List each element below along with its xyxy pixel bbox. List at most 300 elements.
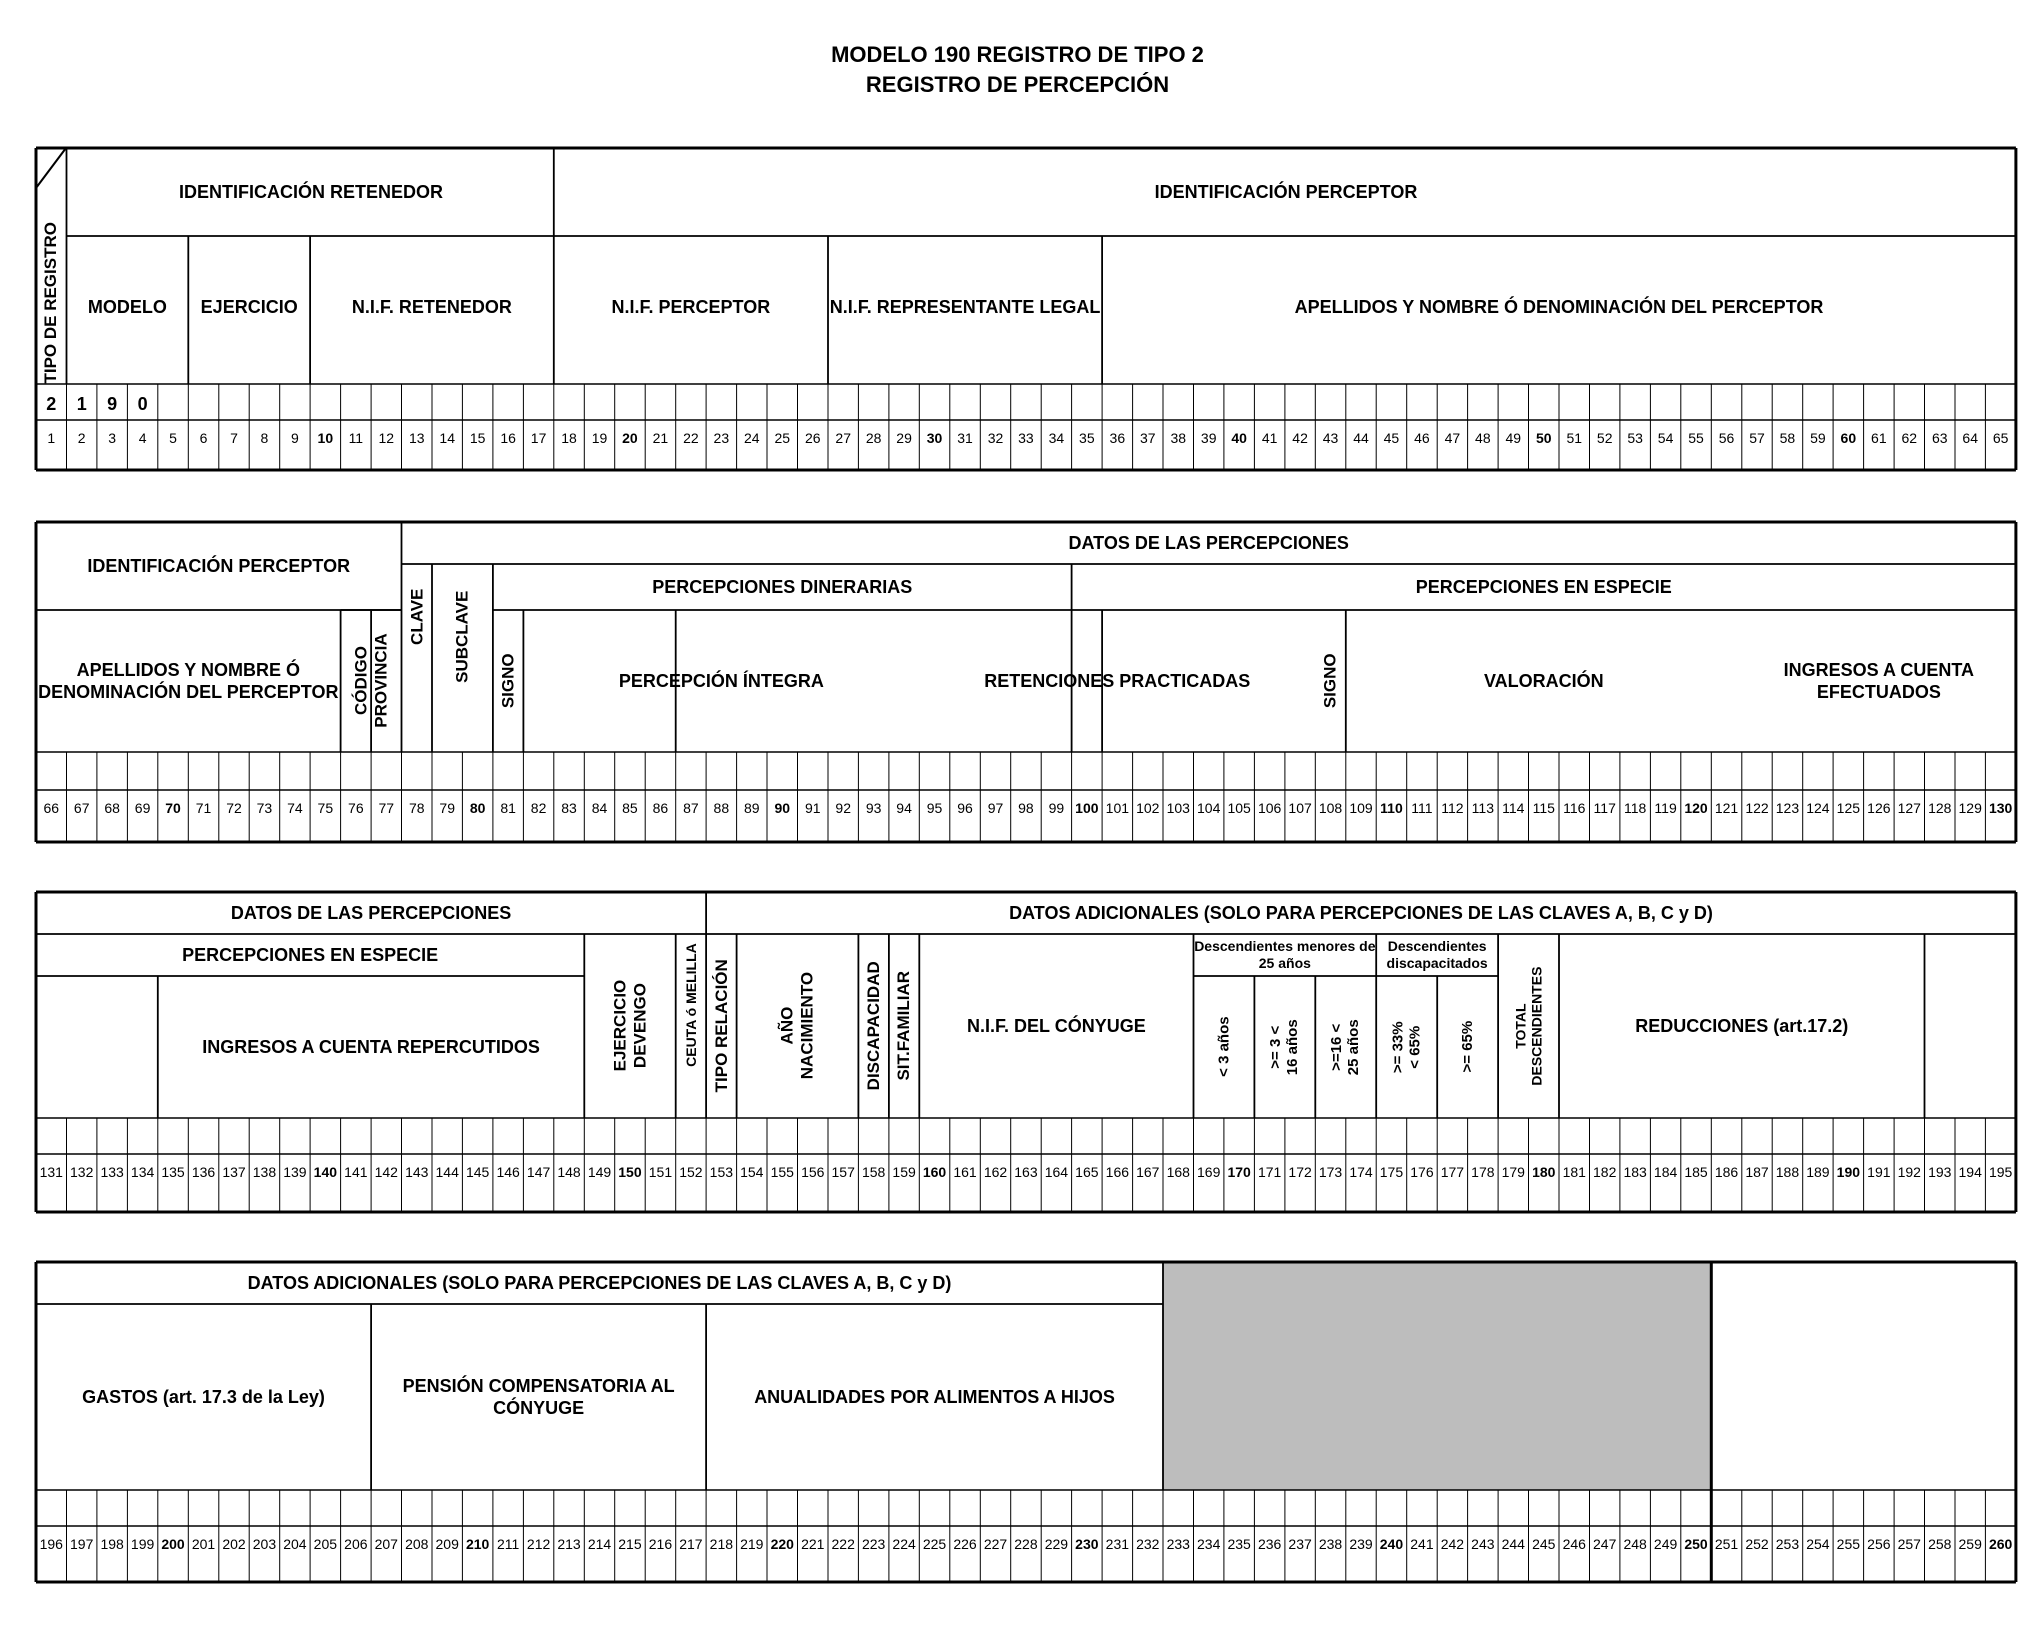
position-number: 121 [1714, 800, 1739, 816]
position-number: 241 [1410, 1536, 1434, 1552]
position-number: 200 [161, 1536, 185, 1552]
descendientes-menores-header: Descendientes menores de 25 años [1194, 937, 1376, 971]
position-number: 43 [1322, 430, 1339, 446]
valoracion-label: VALORACIÓN [1483, 670, 1604, 691]
position-number: 144 [435, 1164, 459, 1180]
position-number: 240 [1379, 1536, 1404, 1552]
position-number: 122 [1745, 800, 1769, 816]
position-number: 242 [1440, 1536, 1465, 1552]
section-positions-66-130 [36, 522, 2016, 842]
position-number: 167 [1136, 1164, 1160, 1180]
position-number: 168 [1166, 1164, 1190, 1180]
position-number: 69 [134, 800, 151, 816]
discapacidad-33-65-label: >= 33% < 65% [1389, 1021, 1424, 1073]
position-number: 211 [496, 1536, 520, 1552]
position-number: 252 [1745, 1536, 1769, 1552]
position-number: 140 [313, 1164, 338, 1180]
position-number: 46 [1414, 430, 1430, 446]
position-number: 33 [1018, 430, 1034, 446]
position-number: 27 [835, 430, 851, 446]
position-number: 61 [1871, 430, 1887, 446]
position-number: 88 [713, 800, 730, 816]
position-number: 188 [1775, 1164, 1800, 1180]
position-number: 237 [1288, 1536, 1312, 1552]
position-number: 234 [1197, 1536, 1221, 1552]
position-number: 98 [1018, 800, 1034, 816]
position-number: 32 [987, 430, 1004, 446]
discapacidad-65-label: >= 65% [1459, 1021, 1476, 1073]
ingresos-repercutidos-label: INGRESOS A CUENTA REPERCUTIDOS [202, 1036, 540, 1057]
position-number: 232 [1136, 1536, 1160, 1552]
sit-familiar-label: SIT.FAMILIAR [894, 971, 914, 1081]
position-number: 230 [1075, 1536, 1099, 1552]
position-number: 89 [744, 800, 760, 816]
position-number: 13 [408, 430, 425, 446]
position-number: 28 [865, 430, 882, 446]
ejercicio-devengo-label: EJERCICIO DEVENGO [610, 980, 649, 1072]
position-number: 139 [283, 1164, 307, 1180]
position-number: 107 [1288, 800, 1312, 816]
position-number: 41 [1261, 430, 1278, 446]
position-number: 238 [1318, 1536, 1343, 1552]
position-number: 207 [374, 1536, 398, 1552]
position-number: 201 [191, 1536, 216, 1552]
position-number: 148 [557, 1164, 581, 1180]
position-number: 127 [1897, 800, 1921, 816]
position-number: 226 [953, 1536, 977, 1552]
position-number: 60 [1840, 430, 1857, 446]
position-number: 225 [922, 1536, 947, 1552]
position-number: 194 [1958, 1164, 1982, 1180]
position-number: 15 [469, 430, 486, 446]
position-number: 42 [1292, 430, 1308, 446]
ident-retenedor-header: IDENTIFICACIÓN RETENEDOR [178, 181, 443, 202]
position-number: 151 [648, 1164, 673, 1180]
position-number: 172 [1288, 1164, 1312, 1180]
position-number: 1 [47, 430, 56, 446]
position-number: 45 [1383, 430, 1400, 446]
position-number: 70 [165, 800, 181, 816]
clave-label: CLAVE [406, 588, 426, 646]
position-number: 178 [1471, 1164, 1495, 1180]
position-number: 77 [378, 800, 395, 816]
position-number: 136 [191, 1164, 216, 1180]
position-number: 99 [1048, 800, 1065, 816]
position-number: 97 [987, 800, 1004, 816]
position-number: 138 [252, 1164, 277, 1180]
position-number: 219 [740, 1536, 764, 1552]
position-number: 142 [374, 1164, 398, 1180]
position-number: 11 [348, 430, 364, 446]
anualidades-label: ANUALIDADES POR ALIMENTOS A HIJOS [754, 1386, 1115, 1407]
position-number: 44 [1353, 430, 1369, 446]
position-number: 80 [469, 800, 486, 816]
position-number: 150 [618, 1164, 642, 1180]
position-number: 67 [73, 800, 90, 816]
position-number: 217 [679, 1536, 703, 1552]
position-number: 174 [1349, 1164, 1373, 1180]
section-positions-131-195 [36, 892, 2016, 1212]
position-number: 157 [831, 1164, 855, 1180]
position-number: 181 [1562, 1164, 1586, 1180]
subclave-label: SUBCLAVE [452, 590, 472, 684]
position-number: 175 [1379, 1164, 1404, 1180]
position-number: 29 [896, 430, 912, 446]
position-number: 51 [1566, 430, 1583, 446]
section-positions-196-260 [36, 1262, 2016, 1582]
position-number: 65 [1992, 430, 2009, 446]
position-number: 106 [1257, 800, 1282, 816]
position-number: 228 [1014, 1536, 1038, 1552]
position-number: 179 [1501, 1164, 1525, 1180]
position-number: 249 [1653, 1536, 1678, 1552]
position-number: 154 [740, 1164, 764, 1180]
position-number: 72 [226, 800, 242, 816]
position-number: 84 [591, 800, 608, 816]
ceuta-melilla-label: CEUTA ó MELILLA [682, 943, 699, 1067]
position-number: 243 [1471, 1536, 1495, 1552]
position-number: 93 [865, 800, 882, 816]
position-number: 21 [652, 430, 669, 446]
position-number: 3 [108, 430, 117, 446]
position-number: 171 [1257, 1164, 1282, 1180]
position-number: 110 [1380, 800, 1403, 816]
position-number: 55 [1688, 430, 1704, 446]
position-number: 118 [1623, 800, 1647, 816]
position-number: 16 [500, 430, 516, 446]
position-number: 204 [283, 1536, 307, 1552]
position-number: 38 [1170, 430, 1187, 446]
retenciones-label: RETENCIONES PRACTICADAS [984, 670, 1251, 691]
position-number: 31 [957, 430, 973, 446]
position-number: 153 [709, 1164, 734, 1180]
position-number: 191 [1867, 1164, 1891, 1180]
position-number: 239 [1349, 1536, 1373, 1552]
nif-perceptor-label: N.I.F. PERCEPTOR [611, 296, 771, 317]
ejercicio-label: EJERCICIO [200, 296, 298, 317]
position-number: 158 [861, 1164, 886, 1180]
position-number: 4 [138, 430, 147, 446]
position-number: 254 [1806, 1536, 1830, 1552]
position-number: 214 [587, 1536, 612, 1552]
pension-label: PENSIÓN COMPENSATORIA AL CÓNYUGE [402, 1375, 675, 1418]
position-number: 222 [831, 1536, 855, 1552]
position-number: 95 [926, 800, 943, 816]
position-number: 125 [1836, 800, 1861, 816]
position-number: 85 [622, 800, 638, 816]
prefilled-digit: 1 [76, 394, 87, 414]
percepciones-especie-header: PERCEPCIONES EN ESPECIE [1415, 576, 1672, 597]
position-number: 112 [1441, 800, 1464, 816]
position-number: 8 [260, 430, 269, 446]
ident-perceptor-header: IDENTIFICACIÓN PERCEPTOR [1154, 181, 1418, 202]
position-number: 73 [256, 800, 273, 816]
position-number: 159 [892, 1164, 916, 1180]
position-number: 233 [1166, 1536, 1190, 1552]
position-number: 231 [1105, 1536, 1130, 1552]
section-positions-1-65 [36, 148, 2016, 470]
position-number: 155 [770, 1164, 794, 1180]
position-number: 64 [1962, 430, 1978, 446]
position-number: 34 [1048, 430, 1065, 446]
position-number: 189 [1806, 1164, 1830, 1180]
position-number: 135 [161, 1164, 185, 1180]
position-number: 82 [530, 800, 547, 816]
position-number: 147 [526, 1164, 551, 1180]
datos-percepciones-header: DATOS DE LAS PERCEPCIONES [1068, 532, 1349, 553]
position-number: 195 [1988, 1164, 2013, 1180]
form-subtitle: REGISTRO DE PERCEPCIÓN [865, 72, 1170, 97]
position-number: 206 [344, 1536, 368, 1552]
ano-nacimiento-label: AÑO NACIMIENTO [777, 972, 817, 1080]
position-number: 2 [77, 430, 86, 446]
position-number: 7 [230, 430, 238, 446]
position-number: 113 [1471, 800, 1494, 816]
position-number: 193 [1928, 1164, 1952, 1180]
position-number: 218 [709, 1536, 734, 1552]
position-number: 66 [43, 800, 60, 816]
position-number: 37 [1140, 430, 1156, 446]
position-number: 248 [1623, 1536, 1647, 1552]
reducciones-label: REDUCCIONES (art.17.2) [1635, 1015, 1849, 1036]
position-number: 59 [1810, 430, 1826, 446]
position-number: 71 [195, 800, 212, 816]
position-number: 177 [1440, 1164, 1465, 1180]
ident-perceptor-header: IDENTIFICACIÓN PERCEPTOR [87, 555, 351, 576]
position-number: 145 [465, 1164, 490, 1180]
position-number: 180 [1532, 1164, 1556, 1180]
position-number: 197 [70, 1536, 94, 1552]
position-number: 215 [618, 1536, 642, 1552]
position-number: 14 [439, 430, 455, 446]
position-number: 202 [222, 1536, 246, 1552]
position-number: 245 [1532, 1536, 1556, 1552]
position-number: 92 [835, 800, 851, 816]
prefilled-digit: 0 [137, 394, 148, 414]
discapacidad-label: DISCAPACIDAD [863, 961, 883, 1091]
position-number: 134 [130, 1164, 155, 1180]
position-number: 162 [983, 1164, 1008, 1180]
prefilled-digit: 2 [46, 394, 57, 414]
position-number: 57 [1749, 430, 1765, 446]
position-number: 23 [713, 430, 730, 446]
position-number: 258 [1928, 1536, 1952, 1552]
position-number: 116 [1563, 800, 1586, 816]
position-number: 90 [774, 800, 791, 816]
tipo-relacion-label: TIPO RELACIÓN [711, 959, 731, 1093]
position-number: 83 [561, 800, 577, 816]
position-number: 91 [804, 800, 821, 816]
position-number: 62 [1901, 430, 1918, 446]
position-number: 36 [1109, 430, 1126, 446]
percepciones-especie-header: PERCEPCIONES EN ESPECIE [182, 944, 439, 965]
gastos-label: GASTOS (art. 17.3 de la Ley) [82, 1386, 325, 1407]
position-number: 251 [1714, 1536, 1739, 1552]
position-number: 10 [317, 430, 334, 446]
codigo-provincia-label: CÓDIGO PROVINCIA [351, 633, 391, 729]
position-number: 223 [861, 1536, 886, 1552]
position-number: 156 [801, 1164, 825, 1180]
position-number: 152 [679, 1164, 703, 1180]
position-number: 119 [1654, 800, 1677, 816]
position-number: 209 [435, 1536, 459, 1552]
position-number: 133 [100, 1164, 124, 1180]
position-number: 141 [344, 1164, 368, 1180]
entre-16-25-label: >=16 < 25 años [1328, 1019, 1363, 1075]
apellidos-label: APELLIDOS Y NOMBRE Ó DENOMINACIÓN DEL PERCEPTOR [38, 659, 339, 702]
position-number: 50 [1535, 430, 1552, 446]
position-number: 131 [39, 1164, 63, 1180]
position-number: 163 [1014, 1164, 1038, 1180]
position-number: 132 [70, 1164, 94, 1180]
position-number: 105 [1227, 800, 1251, 816]
signo-label: SIGNO [498, 653, 518, 709]
position-number: 247 [1593, 1536, 1617, 1552]
position-number: 39 [1200, 430, 1217, 446]
position-number: 257 [1897, 1536, 1921, 1552]
datos-percepciones-header: DATOS DE LAS PERCEPCIONES [230, 902, 512, 923]
position-number: 128 [1928, 800, 1952, 816]
position-number: 196 [39, 1536, 63, 1552]
position-number: 124 [1806, 800, 1830, 816]
position-number: 130 [1988, 800, 2013, 816]
position-number: 235 [1227, 1536, 1251, 1552]
descendientes-discapacitados-header: Descendientes discapacitados [1386, 937, 1488, 971]
position-number: 96 [957, 800, 973, 816]
position-number: 253 [1775, 1536, 1800, 1552]
position-number: 40 [1231, 430, 1247, 446]
shaded-reserved-area [1163, 1262, 1711, 1490]
position-number: 216 [648, 1536, 673, 1552]
position-number: 18 [561, 430, 577, 446]
position-number: 81 [500, 800, 516, 816]
position-number: 259 [1958, 1536, 1982, 1552]
prefilled-digit: 9 [107, 394, 118, 414]
position-number: 165 [1075, 1164, 1099, 1180]
position-number: 182 [1593, 1164, 1617, 1180]
percepcion-integra-label: PERCEPCIÓN ÍNTEGRA [618, 670, 824, 691]
position-number: 137 [222, 1164, 246, 1180]
position-number: 101 [1105, 800, 1130, 816]
position-number: 185 [1684, 1164, 1708, 1180]
tipo-registro-label: TIPO DE REGISTRO [41, 222, 61, 384]
position-number: 63 [1931, 430, 1948, 446]
position-number: 146 [496, 1164, 520, 1180]
position-number: 12 [378, 430, 395, 446]
position-number: 47 [1444, 430, 1461, 446]
position-number: 94 [896, 800, 912, 816]
menores-3-label: < 3 años [1215, 1016, 1233, 1078]
position-number: 198 [100, 1536, 124, 1552]
position-number: 9 [290, 430, 299, 446]
position-number: 161 [953, 1164, 977, 1180]
position-number: 108 [1318, 800, 1343, 816]
position-number: 87 [683, 800, 699, 816]
nif-representante-label: N.I.F. REPRESENTANTE LEGAL [829, 296, 1101, 317]
position-number: 52 [1596, 430, 1613, 446]
nif-retenedor-label: N.I.F. RETENEDOR [351, 296, 512, 317]
position-number: 58 [1779, 430, 1796, 446]
position-number: 129 [1958, 800, 1982, 816]
apellidos-label: APELLIDOS Y NOMBRE Ó DENOMINACIÓN DEL PERCEPTOR [1294, 296, 1824, 317]
position-number: 187 [1745, 1164, 1769, 1180]
total-descendientes-label: TOTAL DESCENDIENTES [1512, 966, 1545, 1086]
position-number: 25 [774, 430, 791, 446]
nif-conyuge-label: N.I.F. DEL CÓNYUGE [967, 1015, 1146, 1036]
position-number: 104 [1197, 800, 1221, 816]
signo-especie-label: SIGNO [1320, 653, 1340, 709]
position-number: 114 [1502, 800, 1525, 816]
position-number: 54 [1657, 430, 1674, 446]
position-number: 160 [922, 1164, 947, 1180]
position-number: 5 [169, 430, 177, 446]
position-number: 20 [622, 430, 638, 446]
position-number: 79 [439, 800, 455, 816]
position-number: 220 [770, 1536, 794, 1552]
position-number: 190 [1836, 1164, 1861, 1180]
position-number: 213 [557, 1536, 581, 1552]
position-number: 53 [1627, 430, 1643, 446]
position-number: 227 [983, 1536, 1008, 1552]
position-number: 244 [1501, 1536, 1525, 1552]
position-number: 6 [199, 430, 208, 446]
position-number: 186 [1714, 1164, 1739, 1180]
position-number: 164 [1044, 1164, 1069, 1180]
position-number: 208 [405, 1536, 429, 1552]
position-number: 76 [348, 800, 364, 816]
position-number: 126 [1867, 800, 1891, 816]
position-number: 102 [1136, 800, 1160, 816]
position-number: 17 [530, 430, 547, 446]
entre-3-16-label: >= 3 < 16 años [1267, 1019, 1302, 1075]
position-number: 68 [104, 800, 120, 816]
position-number: 123 [1775, 800, 1800, 816]
position-number: 49 [1505, 430, 1522, 446]
position-number: 236 [1257, 1536, 1282, 1552]
position-number: 221 [801, 1536, 825, 1552]
position-number: 48 [1475, 430, 1491, 446]
position-number: 22 [683, 430, 699, 446]
position-number: 173 [1318, 1164, 1343, 1180]
datos-adicionales-header: DATOS ADICIONALES (SOLO PARA PERCEPCIONES DE LAS CLAVES A, B, C y D) [1009, 902, 1713, 923]
position-number: 143 [405, 1164, 429, 1180]
position-number: 210 [465, 1536, 490, 1552]
position-number: 229 [1044, 1536, 1069, 1552]
position-number: 255 [1836, 1536, 1861, 1552]
position-number: 30 [926, 430, 943, 446]
position-number: 166 [1105, 1164, 1130, 1180]
position-number: 78 [408, 800, 425, 816]
position-number: 56 [1718, 430, 1735, 446]
form-title: MODELO 190 REGISTRO DE TIPO 2 [831, 42, 1204, 67]
position-number: 109 [1349, 800, 1373, 816]
percepciones-dinerarias-header: PERCEPCIONES DINERARIAS [652, 576, 913, 597]
position-number: 111 [1411, 800, 1433, 816]
position-number: 224 [892, 1536, 916, 1552]
position-number: 256 [1867, 1536, 1891, 1552]
position-number: 103 [1166, 800, 1190, 816]
position-number: 74 [287, 800, 303, 816]
position-number: 246 [1562, 1536, 1586, 1552]
position-number: 26 [804, 430, 821, 446]
position-number: 75 [317, 800, 334, 816]
position-number: 35 [1079, 430, 1095, 446]
position-number: 184 [1653, 1164, 1678, 1180]
position-number: 169 [1197, 1164, 1221, 1180]
position-number: 199 [130, 1536, 155, 1552]
position-number: 260 [1988, 1536, 2013, 1552]
position-number: 149 [587, 1164, 612, 1180]
